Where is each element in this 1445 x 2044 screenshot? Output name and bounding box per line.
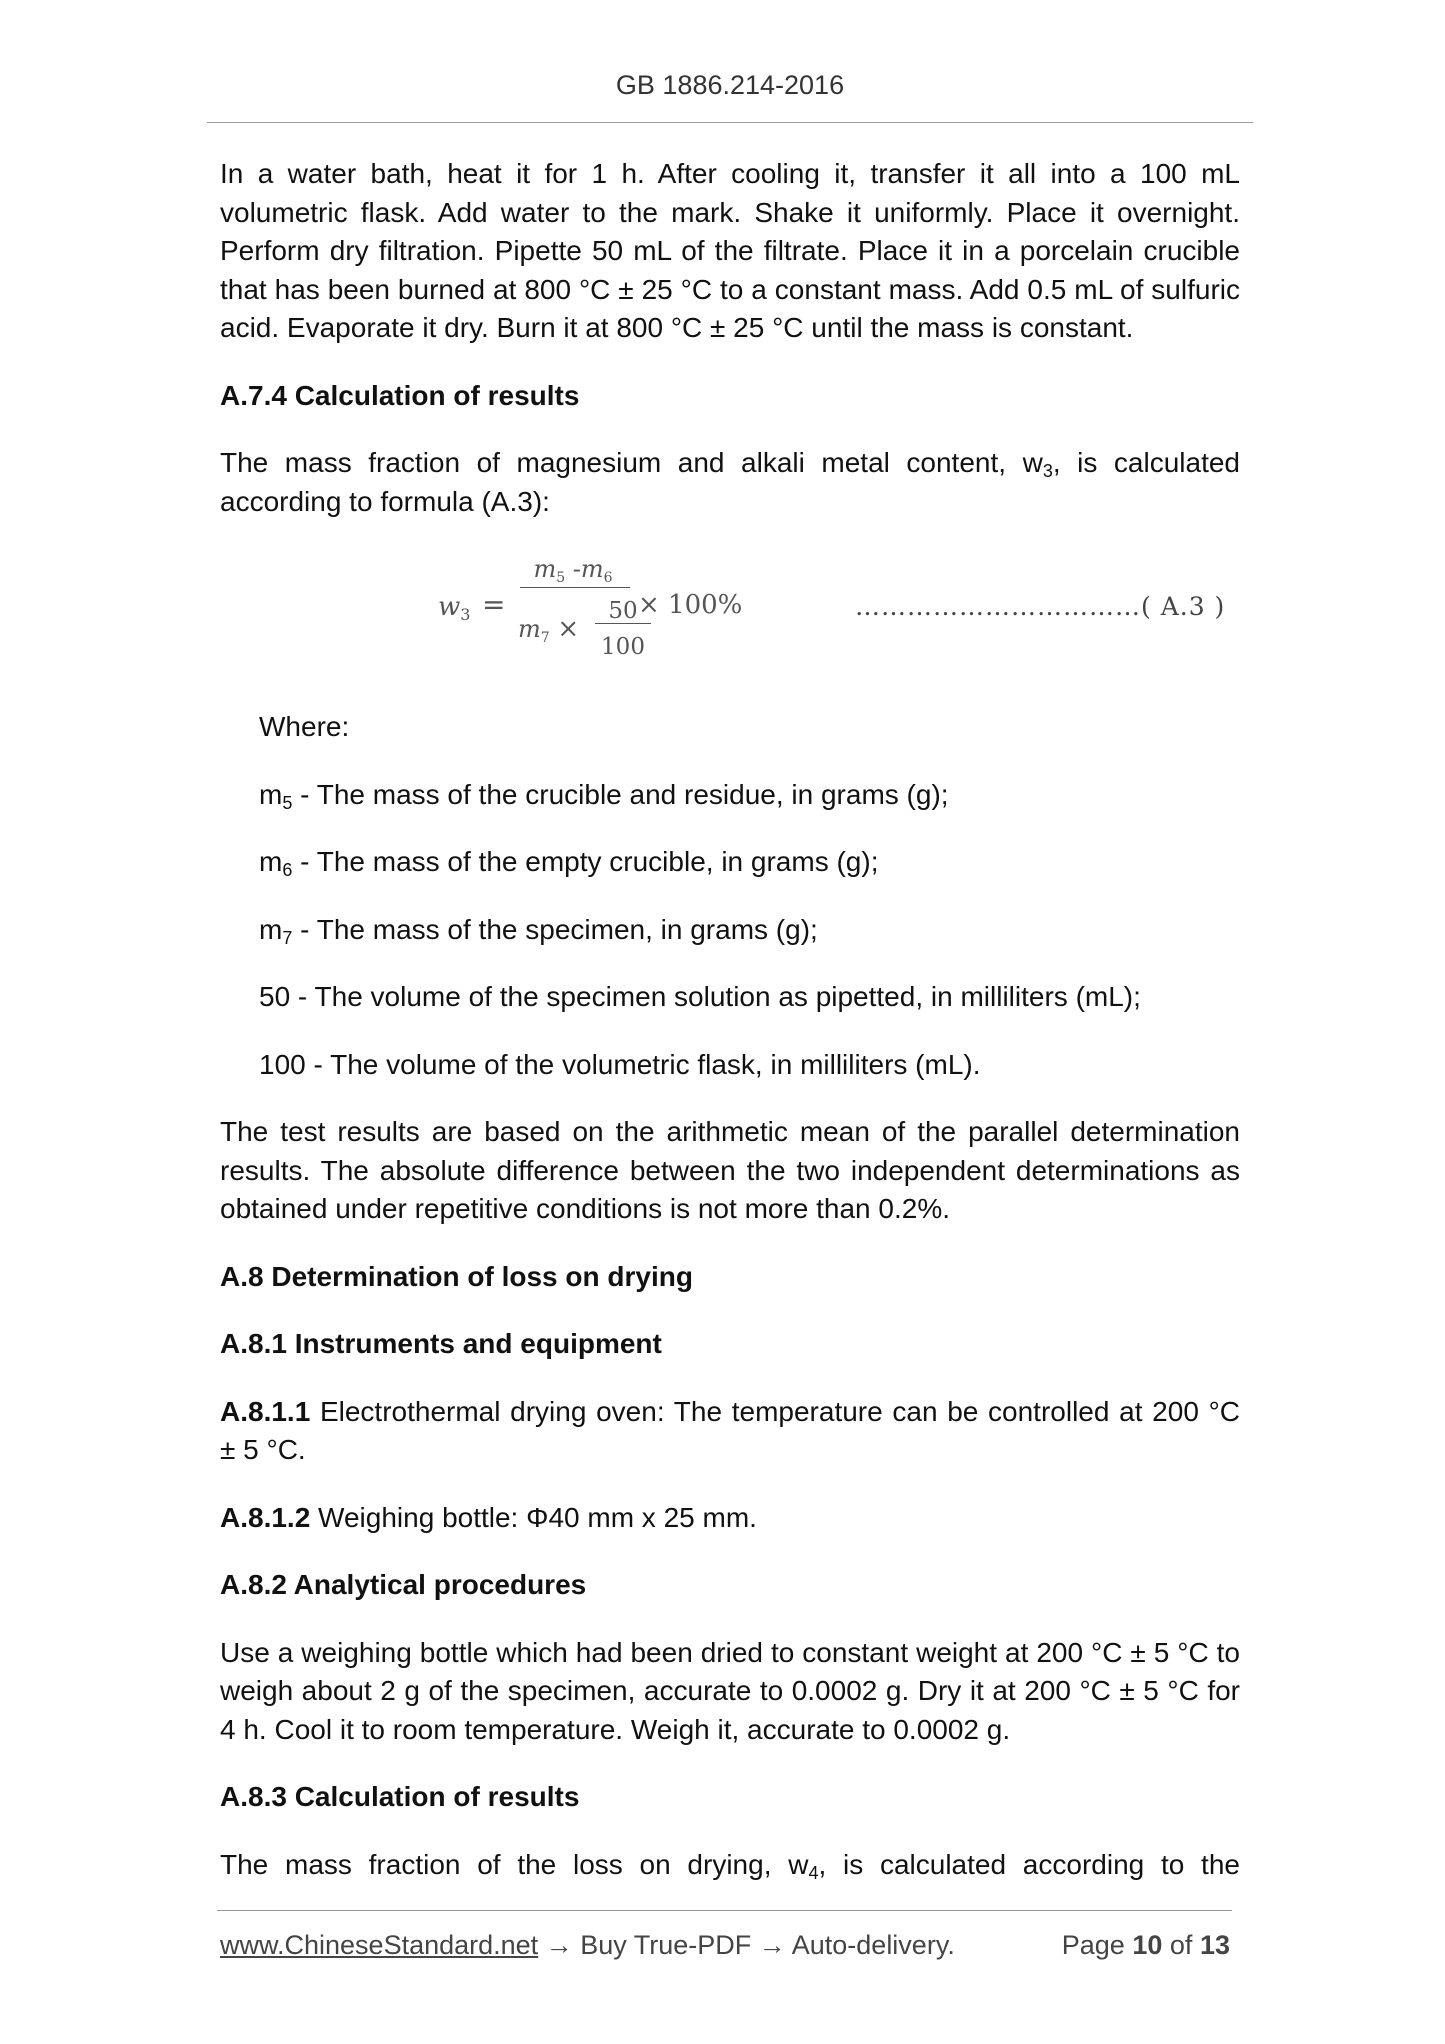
where-label: Where: xyxy=(259,711,350,742)
formula-equals: = xyxy=(482,588,506,621)
footer-divider xyxy=(217,1910,1232,1911)
formula-numerator: $m_5$ $-m_6$ xyxy=(533,555,613,586)
formula-percent: × 100% xyxy=(638,590,743,620)
formula-inner-denominator: 100 xyxy=(601,634,645,660)
header-divider xyxy=(207,122,1253,123)
paragraph-a812: A.8.1.2 Weighing bottle: Φ40 mm x 25 mm. xyxy=(220,1501,757,1533)
definition-item: $m_5$ - The mass of the crucible and residue, in grams (g); xyxy=(259,778,949,813)
definition-list xyxy=(220,776,1240,1085)
formula-inner-numerator: 50 xyxy=(608,598,638,624)
heading-a82: A.8.2 Analytical procedures xyxy=(220,1569,587,1600)
formula-main-fraction-bar xyxy=(520,587,630,588)
definition-item: $m_6$ - The mass of the empty crucible, in grams (g); xyxy=(259,846,879,880)
definition-item: 50 - The volume of the specimen solution as pipetted, in milliliters (mL); xyxy=(259,981,1141,1012)
document-body xyxy=(220,155,1240,1913)
paragraph-test-results: The test results are based on the arithmetic mean of the parallel determination results. The absolute difference between the two independent determinations as obtained under repetitive conditions is not more than 0.2%. xyxy=(220,1116,1240,1224)
formula-a3 xyxy=(220,550,1240,668)
footer-promo: → Buy True-PDF → Auto-delivery. xyxy=(538,1930,955,1960)
paragraph-loss-formula-intro: The mass fraction of the loss on drying, $w_4$, is calculated according to the xyxy=(220,1848,1240,1883)
heading-a8: A.8 Determination of loss on drying xyxy=(220,1260,693,1292)
page-number: Page 10 of 13 xyxy=(1061,1930,1230,1960)
heading-a74: A.7.4 Calculation of results xyxy=(220,379,580,411)
website-link[interactable]: www.ChineseStandard.net xyxy=(220,1930,539,1960)
formula-lhs: $w_3$ xyxy=(438,592,471,624)
paragraph-procedure-drying: Use a weighing bottle which had been dried to constant weight at 200 °C ± 5 °C to weigh about 2 g of the specimen, accurate to 0.0002 g. Dry it at 200 °C ± 5 °C for 4 h. Cool it to room temperature. Weigh it, accurate to 0.0002 g. xyxy=(220,1636,1240,1745)
heading-a83: A.8.3 Calculation of results xyxy=(220,1781,580,1812)
definition-item: $m_7$ - The mass of the specimen, in grams (g); xyxy=(259,913,818,948)
paragraph-formula-intro: The mass fraction of magnesium and alkali metal content, $w_3$, is calculated according to formula (A.3): xyxy=(220,447,1241,517)
paragraph-procedure: In a water bath, heat it for 1 h. After cooling it, transfer it all into a 100 mL volumetric flask. Add water to the mark. Shake it uniformly. Place it overnight. Perform dry filtration. Pipette 50 mL of the filtrate. Place it in a porcelain crucible that has been burned at 800 °C ± 25 °C to a constant mass. Add 0.5 mL of sulfuric acid. Evaporate it dry. Burn it at 800 °C ± 25 °C until the mass is constant. xyxy=(220,158,1240,343)
definition-item: 100 - The volume of the volumetric flask, in milliliters (mL). xyxy=(259,1048,981,1080)
heading-a81: A.8.1 Instruments and equipment xyxy=(220,1328,662,1359)
page-footer xyxy=(220,1930,1230,1961)
paragraph-a811: A.8.1.1 Electrothermal drying oven: The temperature can be controlled at 200 °C ± 5 °C. xyxy=(220,1395,1240,1465)
formula-denominator: $m_7$ × xyxy=(518,614,580,646)
formula-tag: ……………………………( A.3 ) xyxy=(855,592,1226,621)
page-header: GB 1886.214-2016 xyxy=(615,70,845,100)
